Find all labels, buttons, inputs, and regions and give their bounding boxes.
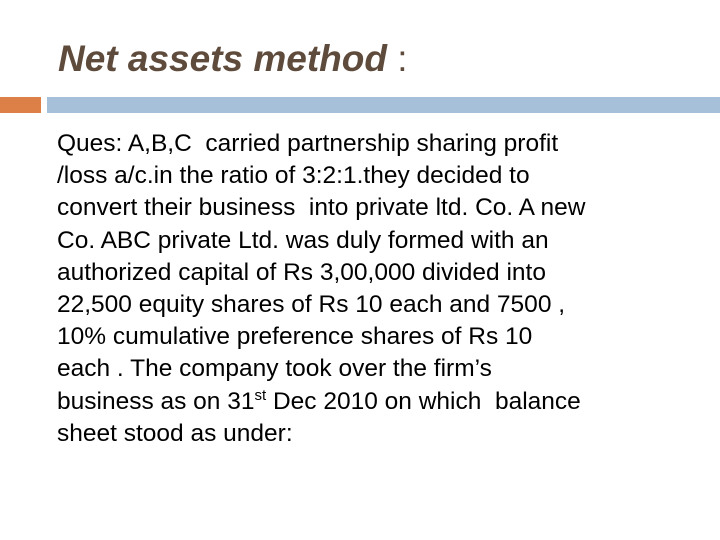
body-line: each . The company took over the firm’s bbox=[57, 355, 492, 383]
body-line: Co. ABC private Ltd. was duly formed with an bbox=[57, 226, 549, 254]
body-line: 22,500 equity shares of Rs 10 each and 7500 , bbox=[57, 291, 566, 319]
accent-bar-blue bbox=[47, 97, 720, 113]
title-main: Net assets method bbox=[58, 38, 387, 79]
ordinal-suffix: st bbox=[254, 386, 267, 404]
body-line: 10% cumulative preference shares of Rs 10 bbox=[57, 323, 533, 351]
body-line-date bbox=[57, 386, 697, 418]
body-line: convert their business into private ltd. Co. A new bbox=[57, 194, 586, 222]
slide-title bbox=[58, 36, 408, 82]
body-line: authorized capital of Rs 3,00,000 divided into bbox=[57, 258, 546, 286]
question-body bbox=[57, 128, 697, 450]
body-line: sheet stood as under: bbox=[57, 419, 293, 447]
body-line: Ques: A,B,C carried partnership sharing profit bbox=[57, 130, 559, 157]
accent-bar-orange bbox=[0, 97, 41, 113]
body-line: /loss a/c.in the ratio of 3:2:1.they decided to bbox=[57, 162, 530, 190]
title-separator: : bbox=[387, 38, 408, 79]
date-text-before: business as on 31 bbox=[57, 387, 255, 415]
date-text-after: Dec 2010 on which balance bbox=[266, 387, 581, 415]
